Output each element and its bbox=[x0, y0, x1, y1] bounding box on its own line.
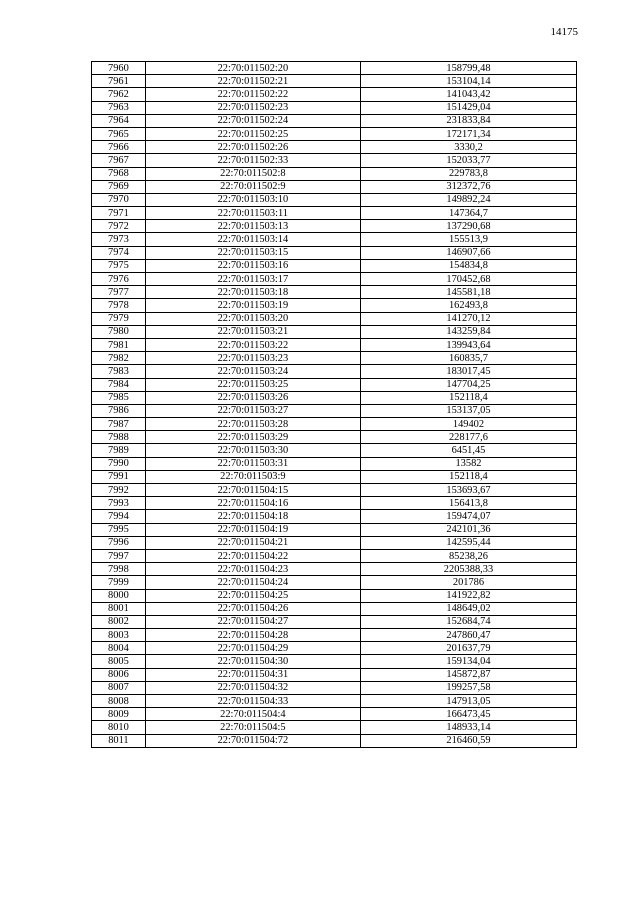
table-row bbox=[92, 681, 577, 694]
cadastral-value-cell: 149892,24 bbox=[360, 193, 576, 206]
row-number-cell: 7995 bbox=[92, 523, 146, 536]
row-number-cell: 7978 bbox=[92, 299, 146, 312]
cadastral-number-cell: 22:70:011504:32 bbox=[145, 681, 360, 694]
page-number: 14175 bbox=[550, 26, 578, 38]
cadastral-number-cell: 22:70:011503:22 bbox=[145, 338, 360, 351]
row-number-cell: 8002 bbox=[92, 615, 146, 628]
cadastral-value-cell: 151429,04 bbox=[360, 101, 576, 114]
table-row bbox=[92, 167, 577, 180]
cadastral-number-cell: 22:70:011502:33 bbox=[145, 154, 360, 167]
cadastral-number-cell: 22:70:011502:21 bbox=[145, 75, 360, 88]
cadastral-value-cell: 141922,82 bbox=[360, 589, 576, 602]
cadastral-value-cell: 166473,45 bbox=[360, 708, 576, 721]
table-row bbox=[92, 721, 577, 734]
row-number-cell: 7960 bbox=[92, 62, 146, 75]
table-row bbox=[92, 484, 577, 497]
row-number-cell: 7968 bbox=[92, 167, 146, 180]
cadastral-number-cell: 22:70:011503:16 bbox=[145, 259, 360, 272]
table-row bbox=[92, 273, 577, 286]
cadastral-value-cell: 229783,8 bbox=[360, 167, 576, 180]
table-row bbox=[92, 75, 577, 88]
row-number-cell: 7997 bbox=[92, 549, 146, 562]
table-row bbox=[92, 734, 577, 747]
cadastral-number-cell: 22:70:011504:16 bbox=[145, 497, 360, 510]
row-number-cell: 7979 bbox=[92, 312, 146, 325]
cadastral-number-cell: 22:70:011504:25 bbox=[145, 589, 360, 602]
cadastral-value-cell: 141270,12 bbox=[360, 312, 576, 325]
cadastral-number-cell: 22:70:011504:31 bbox=[145, 668, 360, 681]
cadastral-value-cell: 145581,18 bbox=[360, 286, 576, 299]
table-row bbox=[92, 536, 577, 549]
cadastral-value-cell: 172171,34 bbox=[360, 127, 576, 140]
cadastral-number-cell: 22:70:011504:26 bbox=[145, 602, 360, 615]
row-number-cell: 7983 bbox=[92, 365, 146, 378]
table-row bbox=[92, 563, 577, 576]
table-row bbox=[92, 127, 577, 140]
row-number-cell: 8000 bbox=[92, 589, 146, 602]
row-number-cell: 8001 bbox=[92, 602, 146, 615]
cadastral-number-cell: 22:70:011503:30 bbox=[145, 444, 360, 457]
cadastral-value-cell: 153693,67 bbox=[360, 484, 576, 497]
row-number-cell: 7961 bbox=[92, 75, 146, 88]
table-row bbox=[92, 404, 577, 417]
row-number-cell: 8006 bbox=[92, 668, 146, 681]
row-number-cell: 7994 bbox=[92, 510, 146, 523]
cadastral-value-cell: 143259,84 bbox=[360, 325, 576, 338]
row-number-cell: 7976 bbox=[92, 273, 146, 286]
row-number-cell: 8005 bbox=[92, 655, 146, 668]
cadastral-number-cell: 22:70:011504:27 bbox=[145, 615, 360, 628]
cadastral-number-cell: 22:70:011503:27 bbox=[145, 404, 360, 417]
row-number-cell: 7987 bbox=[92, 418, 146, 431]
cadastral-number-cell: 22:70:011504:18 bbox=[145, 510, 360, 523]
row-number-cell: 7988 bbox=[92, 431, 146, 444]
table-row bbox=[92, 457, 577, 470]
cadastral-value-cell: 152684,74 bbox=[360, 615, 576, 628]
cadastral-value-cell: 2205388,33 bbox=[360, 563, 576, 576]
cadastral-number-cell: 22:70:011504:33 bbox=[145, 695, 360, 708]
cadastral-value-cell: 13582 bbox=[360, 457, 576, 470]
cadastral-value-cell: 199257,58 bbox=[360, 681, 576, 694]
cadastral-value-cell: 149402 bbox=[360, 418, 576, 431]
cadastral-value-cell: 152118,4 bbox=[360, 470, 576, 483]
table-row bbox=[92, 602, 577, 615]
table-row bbox=[92, 325, 577, 338]
cadastral-value-cell: 141043,42 bbox=[360, 88, 576, 101]
table-row bbox=[92, 193, 577, 206]
row-number-cell: 7965 bbox=[92, 127, 146, 140]
table-row bbox=[92, 62, 577, 75]
cadastral-value-cell: 201637,79 bbox=[360, 642, 576, 655]
cadastral-number-cell: 22:70:011503:18 bbox=[145, 286, 360, 299]
cadastral-value-cell: 6451,45 bbox=[360, 444, 576, 457]
row-number-cell: 7989 bbox=[92, 444, 146, 457]
cadastral-number-cell: 22:70:011502:8 bbox=[145, 167, 360, 180]
table-row bbox=[92, 629, 577, 642]
row-number-cell: 7986 bbox=[92, 404, 146, 417]
cadastral-value-cell: 201786 bbox=[360, 576, 576, 589]
cadastral-value-cell: 155513,9 bbox=[360, 233, 576, 246]
table-row bbox=[92, 299, 577, 312]
cadastral-number-cell: 22:70:011504:5 bbox=[145, 721, 360, 734]
table-row bbox=[92, 365, 577, 378]
cadastral-value-cell: 152033,77 bbox=[360, 154, 576, 167]
cadastral-number-cell: 22:70:011504:19 bbox=[145, 523, 360, 536]
cadastral-value-cell: 147704,25 bbox=[360, 378, 576, 391]
row-number-cell: 7993 bbox=[92, 497, 146, 510]
row-number-cell: 7999 bbox=[92, 576, 146, 589]
row-number-cell: 8010 bbox=[92, 721, 146, 734]
cadastral-number-cell: 22:70:011503:23 bbox=[145, 352, 360, 365]
cadastral-number-cell: 22:70:011503:21 bbox=[145, 325, 360, 338]
row-number-cell: 7974 bbox=[92, 246, 146, 259]
table-row bbox=[92, 589, 577, 602]
row-number-cell: 8008 bbox=[92, 695, 146, 708]
row-number-cell: 7990 bbox=[92, 457, 146, 470]
cadastral-number-cell: 22:70:011503:17 bbox=[145, 273, 360, 286]
cadastral-number-cell: 22:70:011504:4 bbox=[145, 708, 360, 721]
cadastral-value-cell: 228177,6 bbox=[360, 431, 576, 444]
row-number-cell: 7981 bbox=[92, 338, 146, 351]
table-row bbox=[92, 470, 577, 483]
cadastral-value-cell: 137290,68 bbox=[360, 220, 576, 233]
cadastral-value-table bbox=[91, 61, 577, 748]
table-row bbox=[92, 695, 577, 708]
table-row bbox=[92, 615, 577, 628]
row-number-cell: 8004 bbox=[92, 642, 146, 655]
table-row bbox=[92, 549, 577, 562]
cadastral-number-cell: 22:70:011503:11 bbox=[145, 207, 360, 220]
table-row bbox=[92, 180, 577, 193]
row-number-cell: 7996 bbox=[92, 536, 146, 549]
row-number-cell: 7970 bbox=[92, 193, 146, 206]
cadastral-number-cell: 22:70:011503:29 bbox=[145, 431, 360, 444]
cadastral-number-cell: 22:70:011504:23 bbox=[145, 563, 360, 576]
table-row bbox=[92, 220, 577, 233]
cadastral-number-cell: 22:70:011504:30 bbox=[145, 655, 360, 668]
table-row bbox=[92, 312, 577, 325]
row-number-cell: 7980 bbox=[92, 325, 146, 338]
table-row bbox=[92, 259, 577, 272]
row-number-cell: 7977 bbox=[92, 286, 146, 299]
row-number-cell: 7975 bbox=[92, 259, 146, 272]
row-number-cell: 7998 bbox=[92, 563, 146, 576]
table-row bbox=[92, 523, 577, 536]
cadastral-number-cell: 22:70:011502:22 bbox=[145, 88, 360, 101]
cadastral-value-cell: 160835,7 bbox=[360, 352, 576, 365]
row-number-cell: 7962 bbox=[92, 88, 146, 101]
table-row bbox=[92, 338, 577, 351]
table-row bbox=[92, 88, 577, 101]
cadastral-value-cell: 139943,64 bbox=[360, 338, 576, 351]
cadastral-value-cell: 159474,07 bbox=[360, 510, 576, 523]
table-row bbox=[92, 114, 577, 127]
cadastral-number-cell: 22:70:011503:9 bbox=[145, 470, 360, 483]
cadastral-number-cell: 22:70:011504:24 bbox=[145, 576, 360, 589]
table-row bbox=[92, 576, 577, 589]
cadastral-value-cell: 216460,59 bbox=[360, 734, 576, 747]
row-number-cell: 7992 bbox=[92, 484, 146, 497]
table-row bbox=[92, 141, 577, 154]
cadastral-number-cell: 22:70:011504:21 bbox=[145, 536, 360, 549]
cadastral-value-cell: 142595,44 bbox=[360, 536, 576, 549]
table-row bbox=[92, 642, 577, 655]
table-row bbox=[92, 101, 577, 114]
cadastral-value-cell: 145872,87 bbox=[360, 668, 576, 681]
cadastral-value-cell: 154834,8 bbox=[360, 259, 576, 272]
cadastral-value-cell: 152118,4 bbox=[360, 391, 576, 404]
cadastral-number-cell: 22:70:011503:28 bbox=[145, 418, 360, 431]
cadastral-number-cell: 22:70:011503:31 bbox=[145, 457, 360, 470]
cadastral-value-cell: 247860,47 bbox=[360, 629, 576, 642]
row-number-cell: 7991 bbox=[92, 470, 146, 483]
row-number-cell: 7966 bbox=[92, 141, 146, 154]
cadastral-value-cell: 147913,05 bbox=[360, 695, 576, 708]
cadastral-number-cell: 22:70:011503:15 bbox=[145, 246, 360, 259]
table-row bbox=[92, 246, 577, 259]
table-row bbox=[92, 655, 577, 668]
table-row bbox=[92, 391, 577, 404]
cadastral-number-cell: 22:70:011502:20 bbox=[145, 62, 360, 75]
cadastral-value-cell: 312372,76 bbox=[360, 180, 576, 193]
table-row bbox=[92, 510, 577, 523]
cadastral-value-cell: 158799,48 bbox=[360, 62, 576, 75]
cadastral-value-cell: 147364,7 bbox=[360, 207, 576, 220]
table-row bbox=[92, 444, 577, 457]
cadastral-number-cell: 22:70:011502:9 bbox=[145, 180, 360, 193]
cadastral-number-cell: 22:70:011502:26 bbox=[145, 141, 360, 154]
row-number-cell: 7971 bbox=[92, 207, 146, 220]
cadastral-number-cell: 22:70:011503:19 bbox=[145, 299, 360, 312]
table-row bbox=[92, 233, 577, 246]
table-row bbox=[92, 207, 577, 220]
cadastral-value-cell: 162493,8 bbox=[360, 299, 576, 312]
cadastral-number-cell: 22:70:011503:14 bbox=[145, 233, 360, 246]
table-row bbox=[92, 286, 577, 299]
cadastral-number-cell: 22:70:011503:26 bbox=[145, 391, 360, 404]
table-row bbox=[92, 378, 577, 391]
row-number-cell: 7964 bbox=[92, 114, 146, 127]
cadastral-number-cell: 22:70:011504:15 bbox=[145, 484, 360, 497]
cadastral-value-cell: 170452,68 bbox=[360, 273, 576, 286]
cadastral-number-cell: 22:70:011503:10 bbox=[145, 193, 360, 206]
cadastral-value-cell: 156413,8 bbox=[360, 497, 576, 510]
row-number-cell: 7973 bbox=[92, 233, 146, 246]
table-row bbox=[92, 497, 577, 510]
cadastral-number-cell: 22:70:011504:29 bbox=[145, 642, 360, 655]
cadastral-number-cell: 22:70:011502:25 bbox=[145, 127, 360, 140]
cadastral-value-cell: 148933,14 bbox=[360, 721, 576, 734]
row-number-cell: 7982 bbox=[92, 352, 146, 365]
row-number-cell: 7985 bbox=[92, 391, 146, 404]
cadastral-number-cell: 22:70:011503:24 bbox=[145, 365, 360, 378]
table-row bbox=[92, 708, 577, 721]
cadastral-value-cell: 159134,04 bbox=[360, 655, 576, 668]
cadastral-value-cell: 153137,05 bbox=[360, 404, 576, 417]
row-number-cell: 8003 bbox=[92, 629, 146, 642]
cadastral-value-cell: 242101,36 bbox=[360, 523, 576, 536]
table-row bbox=[92, 154, 577, 167]
cadastral-value-cell: 146907,66 bbox=[360, 246, 576, 259]
cadastral-value-cell: 231833,84 bbox=[360, 114, 576, 127]
row-number-cell: 8007 bbox=[92, 681, 146, 694]
row-number-cell: 7963 bbox=[92, 101, 146, 114]
cadastral-number-cell: 22:70:011502:24 bbox=[145, 114, 360, 127]
table-row bbox=[92, 418, 577, 431]
row-number-cell: 8009 bbox=[92, 708, 146, 721]
table-row bbox=[92, 431, 577, 444]
cadastral-number-cell: 22:70:011503:25 bbox=[145, 378, 360, 391]
cadastral-value-cell: 85238,26 bbox=[360, 549, 576, 562]
table-row bbox=[92, 352, 577, 365]
cadastral-value-cell: 148649,02 bbox=[360, 602, 576, 615]
table-row bbox=[92, 668, 577, 681]
cadastral-number-cell: 22:70:011502:23 bbox=[145, 101, 360, 114]
row-number-cell: 7969 bbox=[92, 180, 146, 193]
cadastral-number-cell: 22:70:011504:28 bbox=[145, 629, 360, 642]
row-number-cell: 7984 bbox=[92, 378, 146, 391]
cadastral-number-cell: 22:70:011504:22 bbox=[145, 549, 360, 562]
cadastral-number-cell: 22:70:011504:72 bbox=[145, 734, 360, 747]
row-number-cell: 7967 bbox=[92, 154, 146, 167]
row-number-cell: 7972 bbox=[92, 220, 146, 233]
table-body bbox=[92, 62, 577, 748]
cadastral-value-cell: 153104,14 bbox=[360, 75, 576, 88]
cadastral-number-cell: 22:70:011503:13 bbox=[145, 220, 360, 233]
row-number-cell: 8011 bbox=[92, 734, 146, 747]
cadastral-value-cell: 183017,45 bbox=[360, 365, 576, 378]
cadastral-value-cell: 3330,2 bbox=[360, 141, 576, 154]
cadastral-number-cell: 22:70:011503:20 bbox=[145, 312, 360, 325]
